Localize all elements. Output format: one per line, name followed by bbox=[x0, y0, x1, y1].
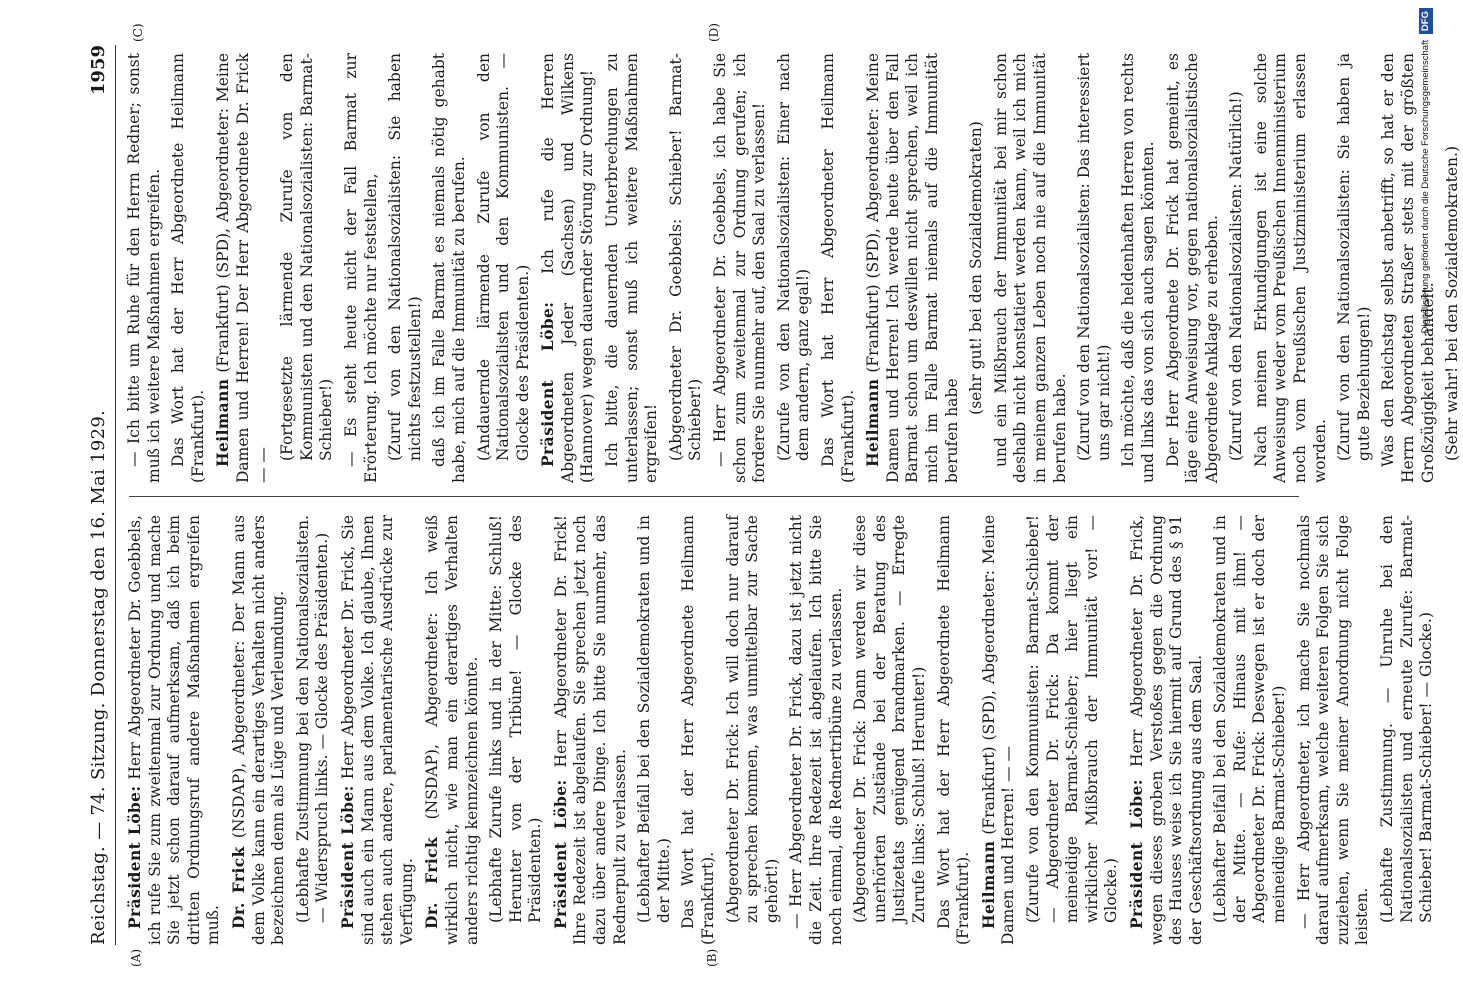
paragraph bbox=[125, 515, 224, 945]
interjection bbox=[1211, 515, 1289, 945]
paragraph bbox=[538, 53, 598, 483]
digitization-credit bbox=[1419, 8, 1433, 988]
credit-strip bbox=[1419, 8, 1433, 988]
margin-marker-b: (B) bbox=[705, 948, 719, 967]
speech-text: (sehr gut! bei den Sozialdemokraten) bbox=[967, 121, 986, 415]
speaker-name: Dr. Frick bbox=[422, 836, 442, 929]
speech-text: (Zurufe von den Kommunisten: Barmat-Schieber! — Abgeordneter Dr. Frick: Da kommt der meineidige Barmat-Schieber; hier liegt ein wirklicher Mißbrauch der Immunität vor! — Glocke.) bbox=[1023, 515, 1121, 923]
interjection bbox=[1024, 515, 1122, 945]
interjection bbox=[967, 53, 987, 483]
speech-text: (Fortgesetzte lärmende Zurufe von den Kommunisten und den Nationalsozialisten: Barmat-Schieber!) bbox=[278, 53, 336, 461]
column-divider bbox=[129, 496, 1299, 497]
speech-text: (Zuruf von den Nationalsozialisten: Sie haben nichts festzustellen!) bbox=[386, 53, 424, 461]
speech-text: daß ich im Falle Barmat es niemals nötig gehabt habe, mich auf die Immunität zu berufen. bbox=[430, 53, 468, 483]
speech-text: (Abgeordneter Dr. Goebbels: Schieber! Barmat-Schieber!) bbox=[666, 53, 705, 461]
speech-text: (Zuruf von den Nationalsozialisten: Natürlich!) bbox=[1227, 91, 1246, 461]
paragraph bbox=[1127, 515, 1206, 945]
speaker-name: Heilmann bbox=[863, 378, 883, 467]
header-rule bbox=[115, 45, 116, 945]
speech-text: — Es steht heute nicht der Fall Barmat zur Erörterung. Ich möchte nur feststellen, bbox=[341, 53, 380, 483]
speaker-name: Präsident Löbe: bbox=[538, 301, 558, 467]
paragraph bbox=[342, 53, 381, 483]
interjection bbox=[775, 53, 814, 483]
left-column bbox=[125, 515, 1436, 945]
speech-text: (Abgeordneter Dr. Frick: Ich will doch nur darauf zu sprechen kommen, was unmittelbar zur Sache gehört!) bbox=[723, 515, 781, 923]
speech-text: Nach meinen Erkundigungen ist eine solche Anweisung weder vom Preußischen Innenministerium noch vom Preußischen Justizministerium erlassen worden. bbox=[1251, 53, 1329, 483]
interjection bbox=[487, 515, 546, 945]
speech-text: Dr. Frick (NSDAP), Abgeordneter: Ich weiß wirklich nicht, wie man ein derartiges Verhalten anders richtig kennzeichnen könnte. bbox=[422, 515, 481, 945]
speech-text: Dr. Frick (NSDAP), Abgeordneter: Der Mann aus dem Volke kann ein derartiges Verhalten nicht anders bezeichnen denn als Lüge und Verleumdung. bbox=[228, 515, 288, 945]
speech-text: (Lebhafte Zurufe links und in der Mitte: Schluß! Herunter von der Tribüne! — Glocke des Präsidenten.) bbox=[487, 515, 545, 923]
paragraph bbox=[819, 53, 858, 483]
speech-text: Heilmann (Frankfurt) (SPD), Abgeordneter: Meine Damen und Herren! — — bbox=[978, 515, 1018, 945]
margin-marker-c: (C) bbox=[131, 23, 145, 42]
paragraph bbox=[430, 53, 469, 483]
paragraph bbox=[787, 515, 846, 945]
paragraph bbox=[863, 53, 962, 483]
speech-text: — Herr Abgeordneter Dr. Frick, dazu ist jetzt nicht die Zeit. Ihre Redezeit ist abgelaufen. Ich bitte Sie noch einmal, die Rednertribüne zu verlassen. bbox=[787, 515, 845, 945]
speech-text: Was den Reichstag selbst anbetrifft, so hat er den Herrn Abgeordneten Straßer stets mit der größten Großzügigkeit behandelt. bbox=[1379, 53, 1437, 483]
paragraph bbox=[1252, 53, 1330, 483]
interjection bbox=[294, 515, 333, 945]
interjection bbox=[1227, 53, 1247, 483]
speech-text: Das Wort hat Herr Abgeordneter Heilmann (Frankfurt). bbox=[819, 53, 857, 483]
speech-text: Der Herr Abgeordnete Dr. Frick hat gemeint, es läge eine Anweisung vor, gegen nationalsozialistische Abgeordnete Anklage zu erheben. bbox=[1163, 53, 1221, 483]
paragraph bbox=[338, 515, 417, 945]
speech-text: Heilmann (Frankfurt) (SPD), Abgeordneter: Meine Damen und Herren! Der Herr Abgeordnete Dr. Frick — — bbox=[213, 53, 272, 483]
speech-text: — Ich bitte um Ruhe für den Herrn Redner; sonst muß ich weitere Maßnahmen ergreifen. bbox=[125, 53, 163, 483]
interjection bbox=[724, 515, 783, 945]
dfg-logo: DFG bbox=[1419, 8, 1433, 34]
speech-text: Ich möchte, daß die heldenhaften Herren von rechts und links das von sich auch sagen könnten. bbox=[1119, 53, 1157, 483]
speech-text: (Lebhafte Zustimmung bei den Nationalsozialisten. — Widerspruch links. — Glocke des Präsidenten.) bbox=[293, 515, 332, 923]
speech-text: (Lebhafte Zustimmung. — Unruhe bei den Nationalsozialisten und erneute Zurufe: Barmat-Schieber! Barmat-Schieber! — Glocke.) bbox=[1378, 515, 1436, 923]
speech-text: — Herr Abgeordneter, ich mache Sie nochmals darauf aufmerksam, welche weiteren Folgen Sie sich zuziehen, wenn Sie meiner Anordnung nicht Folge leisten. bbox=[1294, 515, 1372, 945]
interjection bbox=[475, 53, 534, 483]
speech-text: Das Wort hat der Herr Abgeordnete Heilmann (Frankfurt). bbox=[169, 53, 207, 483]
paragraph bbox=[992, 53, 1070, 483]
header-title: Reichstag. — 74. Sitzung. Donnerstag den 16. Mai 1929. bbox=[88, 409, 109, 945]
speech-text: — Herr Abgeordneter Dr. Goebbels, ich habe Sie schon zum zweitenmal zur Ordnung gerufen; ich fordere Sie nunmehr auf, den Saal zu verlassen! bbox=[711, 53, 769, 483]
speech-text: Ich bitte, die dauernden Unterbrechungen zu unterlassen; sonst muß ich weitere Maßnahmen ergreifen! bbox=[603, 53, 661, 483]
speaker-name: Heilmann bbox=[978, 840, 998, 929]
speech-text: Präsident Löbe: Ich rufe die Herren Abgeordneten Jeder (Sachsen) und Wilkens (Hannover) wegen dauernder Störung zur Ordnung! bbox=[538, 52, 597, 483]
paragraph bbox=[979, 515, 1019, 945]
paragraph bbox=[935, 515, 974, 945]
page-number: 1959 bbox=[88, 45, 109, 96]
speech-text: (Zuruf von den Nationalsozialisten: Sie haben ja gute Beziehungen!) bbox=[1335, 53, 1373, 461]
credit-text: Digitalisierung gefördert durch die Deutsche Forschungsgemeinschaft bbox=[1420, 39, 1431, 334]
interjection bbox=[851, 515, 929, 945]
paragraph bbox=[551, 515, 630, 945]
speech-text: und ein Mißbrauch der Immunität bei mir schon deshalb nicht konstatiert werden kann, weil ich mich in meinem ganzen Leben noch nie auf die Immunität berufen habe. bbox=[991, 53, 1069, 483]
paragraph bbox=[1295, 515, 1373, 945]
paragraph bbox=[213, 53, 273, 483]
interjection bbox=[386, 53, 425, 483]
paragraph bbox=[603, 53, 662, 483]
speaker-name: Präsident Löbe: bbox=[337, 785, 357, 929]
paragraph bbox=[1119, 53, 1158, 483]
speech-text: Heilmann (Frankfurt) (SPD), Abgeordneter: Meine Damen und Herren! Ich werde heute über den Fall Barmat schon um deswillen nicht sprechen, weil ich mich im Falle Barmat niemals auf die Immunität berufen habe bbox=[863, 53, 961, 483]
speech-text: Präsident Löbe: Herr Abgeordneter Dr. Frick, wegen dieses groben Verstoßes gegen die Ordnung des Hauses weise ich Sie hiermit auf Grund des § 91 der Geschäftsordnung aus dem Saal. bbox=[1126, 515, 1205, 945]
paragraph bbox=[229, 515, 289, 945]
interjection bbox=[635, 515, 674, 945]
paragraph bbox=[1164, 53, 1223, 483]
speech-text: (Zuruf von den Nationalsozialisten: Das interessiert uns gar nicht!) bbox=[1075, 53, 1113, 461]
page-header bbox=[85, 45, 113, 945]
speech-text: Präsident Löbe: Herr Abgeordneter Dr. Frick! Ihre Redezeit ist abgelaufen. Sie sprechen jetzt noch dazu über andere Dinge. Ich bitte Sie nunmehr, das Rednerpult zu verlassen. bbox=[550, 515, 629, 945]
speech-text: Präsident Löbe: Herr Abgeordneter Dr. Goebbels, ich rufe Sie zum zweitenmal zur Ordnung und mache Sie jetzt schon darauf aufmerksam, daß ich beim dritten Ordnungsruf andere Maßnahmen ergreifen muß. bbox=[125, 515, 223, 945]
speech-text: (Zurufe von den Nationalsozialisten: Einer nach dem andern, ganz egal!) bbox=[774, 53, 813, 461]
paragraph bbox=[711, 53, 770, 483]
speech-text: (Abgeordneter Dr. Frick: Dann werden wir diese unerhörten Zustände bei der Beratung des Justizetats genügend brandmarken. — Erregte Zurufe links: Schluß! Herunter!) bbox=[851, 515, 928, 923]
speaker-name: Heilmann bbox=[213, 378, 233, 467]
paragraph bbox=[169, 53, 208, 483]
speech-text: Präsident Löbe: Herr Abgeordneter Dr. Frick, Sie sind auch ein Mann aus dem Volke. Ich glaube, Ihnen stehen auch andere, parlamentarische Ausdrücke zur Verfügung. bbox=[337, 515, 416, 945]
speaker-name: Dr. Frick bbox=[228, 846, 248, 929]
speech-text: (Sehr wahr! bei den Sozialdemokraten.) bbox=[1443, 146, 1462, 461]
speaker-name: Präsident Löbe: bbox=[1126, 779, 1146, 929]
interjection bbox=[1443, 53, 1463, 483]
speaker-name: Präsident Löbe: bbox=[125, 785, 144, 929]
interjection bbox=[278, 53, 337, 483]
interjection bbox=[1335, 53, 1374, 483]
speech-text: (Andauernde lärmende Zurufe von den Nationalsozialisten und den Kommunisten. — Glocke des Präsidenten.) bbox=[474, 53, 532, 461]
paragraph bbox=[125, 53, 164, 483]
speech-text: Das Wort hat der Herr Abgeordnete Heilmann (Frankfurt). bbox=[679, 515, 718, 945]
margin-marker-a: (A) bbox=[129, 948, 143, 967]
margin-marker-d: (D) bbox=[707, 23, 721, 42]
speech-text: (Lebhafter Beifall bei den Sozialdemokraten und in der Mitte. — Rufe: Hinaus mit ihm! — Abgeordneter Dr. Frick: Deswegen ist er doch der meineidige Barmat-Schieber!) bbox=[1211, 515, 1289, 923]
paragraph bbox=[679, 515, 718, 945]
speech-text: (Lebhafter Beifall bei den Sozialdemokraten und in der Mitte.) bbox=[635, 515, 673, 923]
interjection bbox=[667, 53, 706, 483]
speaker-name: Präsident Löbe: bbox=[550, 779, 570, 929]
speech-text: Das Wort hat der Herr Abgeordnete Heilmann (Frankfurt). bbox=[934, 515, 973, 945]
paragraph bbox=[422, 515, 482, 945]
interjection bbox=[1075, 53, 1114, 483]
